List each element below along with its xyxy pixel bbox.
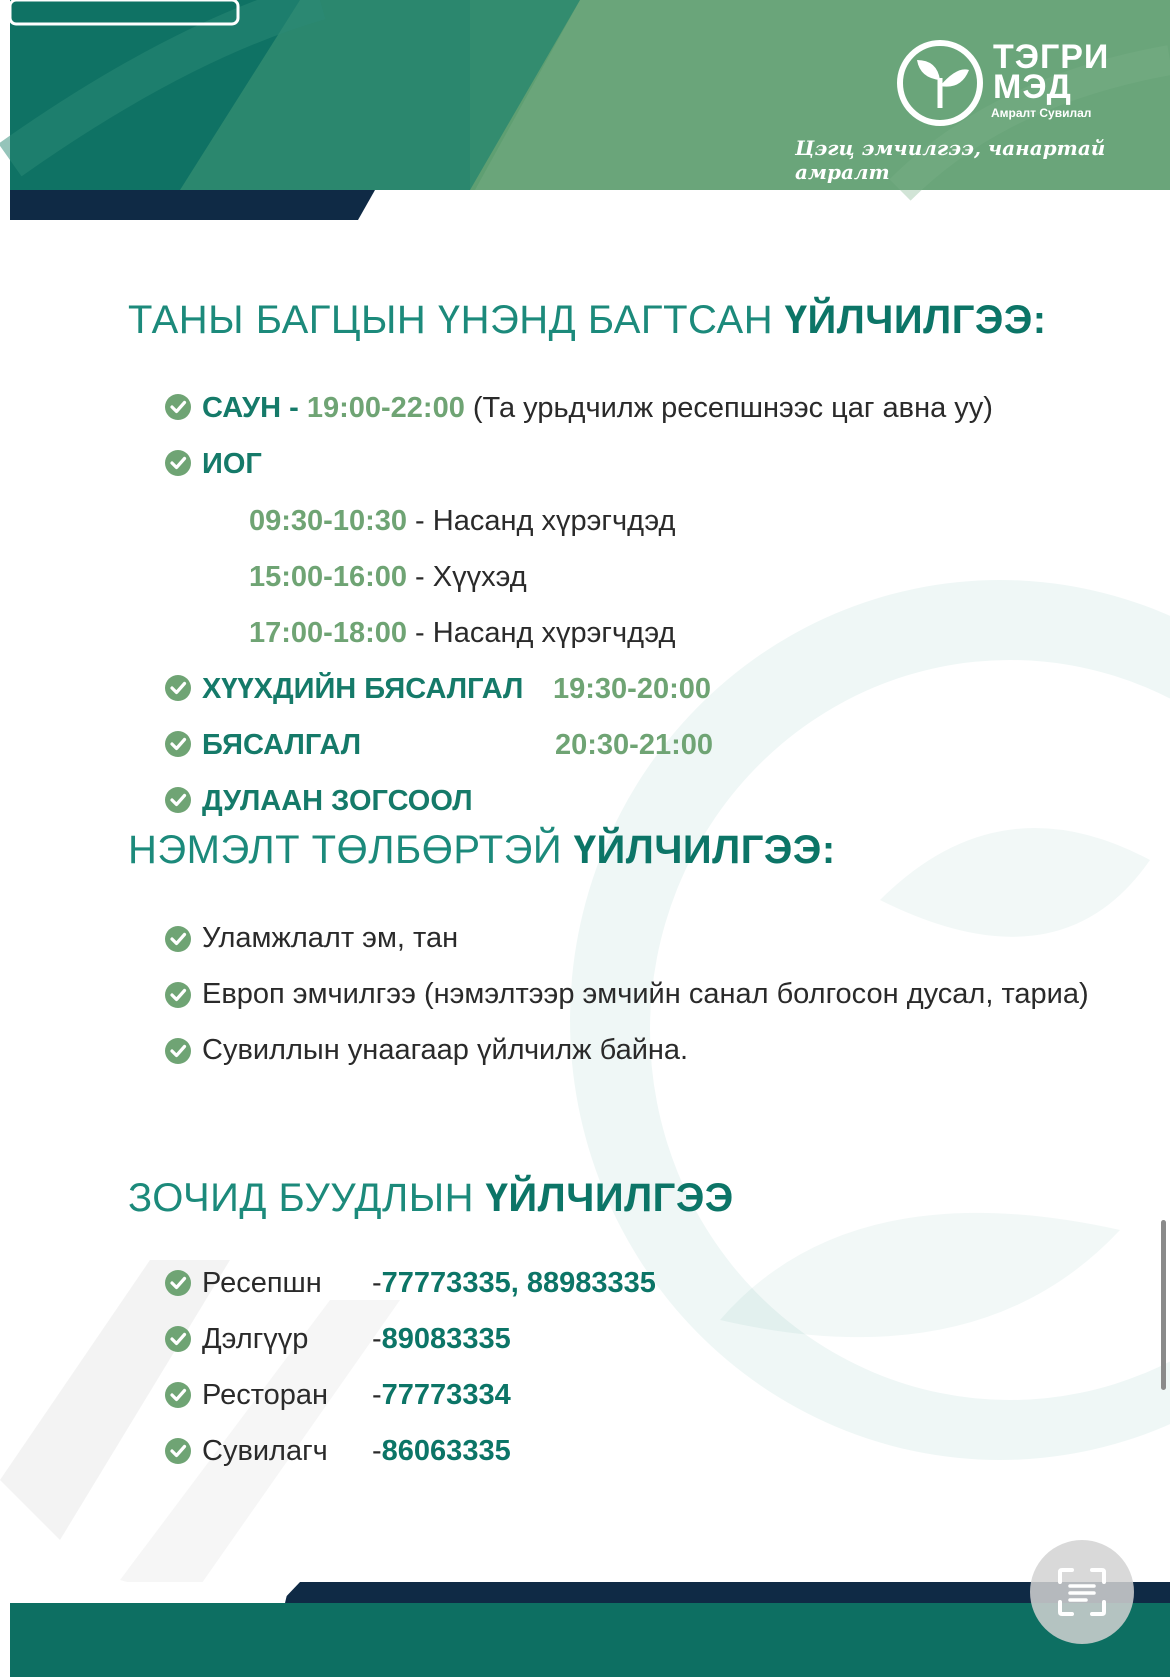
included-services-title: [128, 298, 1047, 343]
check-circle-icon: [164, 1381, 192, 1409]
sauna-time: 19:00-22:00: [306, 392, 465, 424]
yoga-item: [202, 448, 262, 481]
parking-name: ДУЛААН ЗОГСООЛ: [202, 785, 473, 817]
meditation-item: [202, 729, 361, 762]
contact-dash: -: [372, 1435, 382, 1467]
title-bold: ҮЙЛЧИЛГЭЭ: [485, 1176, 734, 1220]
kids-meditation-name: ХҮҮХДИЙН БЯСАЛГАЛ: [202, 673, 524, 705]
brand-subtitle: Амралт Сувилал: [991, 106, 1092, 120]
yoga-session-time: 09:30-10:30: [249, 505, 407, 537]
check-circle-icon: [164, 393, 192, 421]
navy-stripe: [10, 190, 375, 220]
check-circle-icon: [164, 786, 192, 814]
extra-service-item: Сувиллын унаагаар үйлчилж байна.: [202, 1034, 689, 1066]
contact-label: Ресепшн: [202, 1267, 322, 1299]
title-bold: ҮЙЛЧИЛГЭЭ:: [784, 298, 1047, 342]
contact-phone[interactable]: [372, 1435, 511, 1468]
check-circle-icon: [164, 925, 192, 953]
check-circle-icon: [164, 730, 192, 758]
sauna-item: [202, 392, 993, 425]
check-circle-icon: [164, 981, 192, 1009]
yoga-session: [249, 561, 527, 594]
meditation-time-wrap: [555, 729, 713, 762]
extra-service-item: Европ эмчилгээ (нэмэлтээр эмчийн санал болгосон дусал, тариа): [202, 978, 1089, 1010]
phone-number[interactable]: 77773335, 88983335: [381, 1267, 656, 1299]
yoga-session-time: 15:00-16:00: [249, 561, 407, 593]
check-circle-icon: [164, 1437, 192, 1465]
title-light: ЗОЧИД БУУДЛЫН: [128, 1176, 486, 1220]
kids-meditation-item: [202, 673, 523, 706]
sauna-note: (Та урьдчилж ресепшнээс цаг авна уу): [464, 392, 993, 424]
contact-phone[interactable]: [372, 1267, 656, 1300]
title-light: ТАНЫ БАГЦЫН ҮНЭНД БАГТСАН: [128, 298, 785, 342]
yoga-session: [249, 617, 675, 650]
scan-text-icon: [1052, 1562, 1112, 1622]
phone-number[interactable]: 77773334: [381, 1379, 511, 1411]
parking-item: [202, 785, 473, 818]
extra-services-title: [128, 828, 836, 873]
hotel-services-title: [128, 1176, 734, 1221]
contact-label: Дэлгүүр: [202, 1323, 309, 1355]
sauna-name: САУН -: [202, 392, 307, 424]
check-circle-icon: [164, 1325, 192, 1353]
check-circle-icon: [164, 1269, 192, 1297]
contact-dash: -: [372, 1379, 382, 1411]
kids-meditation-time: 19:30-20:00: [553, 673, 711, 705]
title-light: НЭМЭЛТ ТӨЛБӨРТЭЙ: [128, 828, 574, 872]
yoga-name: ИОГ: [202, 448, 262, 480]
meditation-time: 20:30-21:00: [555, 729, 713, 761]
yoga-session-time: 17:00-18:00: [249, 617, 407, 649]
title-bold: ҮЙЛЧИЛГЭЭ:: [573, 828, 836, 872]
brand-name: ТЭГРИ МЭД: [993, 38, 1110, 106]
meditation-name: БЯСАЛГАЛ: [202, 729, 362, 761]
yoga-session-group: - Хүүхэд: [407, 561, 527, 593]
kids-meditation-time-wrap: [553, 673, 711, 706]
yoga-session-group: - Насанд хүрэгчдэд: [407, 505, 676, 537]
contact-label: Ресторан: [202, 1379, 329, 1411]
extra-service-item: Уламжлалт эм, тан: [202, 922, 459, 954]
sprout-logo-icon: [895, 38, 985, 128]
yoga-session: [249, 505, 675, 538]
scan-text-button[interactable]: [1030, 1540, 1134, 1644]
brand-tagline: Цэгц эмчилгээ, чанартай амралт: [795, 136, 1106, 184]
brand-logo: [895, 38, 1135, 138]
footer-teal-band: [10, 1603, 1170, 1677]
contact-label: Сувилагч: [202, 1435, 328, 1467]
scrollbar[interactable]: [1161, 1220, 1166, 1390]
check-circle-icon: [164, 1037, 192, 1065]
contact-dash: -: [372, 1267, 382, 1299]
contact-phone[interactable]: [372, 1323, 511, 1356]
check-circle-icon: [164, 449, 192, 477]
phone-number[interactable]: 89083335: [381, 1323, 511, 1355]
check-circle-icon: [164, 674, 192, 702]
contact-dash: -: [372, 1323, 382, 1355]
yoga-session-group: - Насанд хүрэгчдэд: [407, 617, 676, 649]
phone-number[interactable]: 86063335: [381, 1435, 511, 1467]
contact-phone[interactable]: [372, 1379, 511, 1412]
